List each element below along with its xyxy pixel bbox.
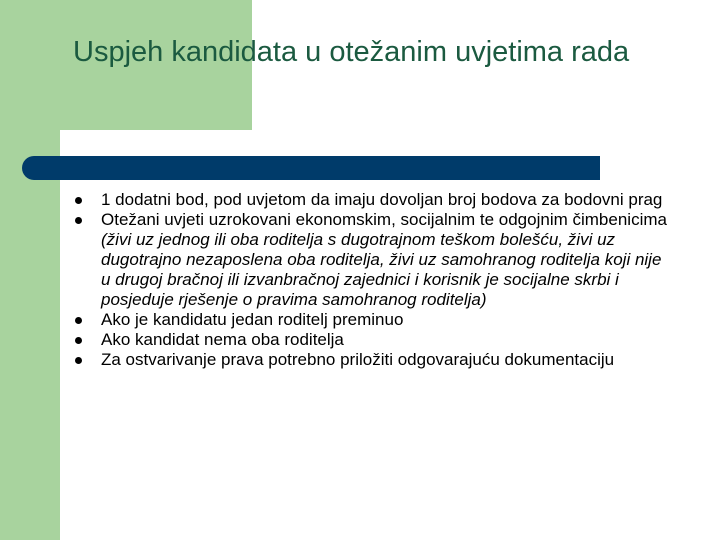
bullet-text	[101, 210, 674, 310]
bullet-item	[74, 190, 674, 210]
title-divider-bar	[22, 156, 600, 180]
bullet-text: Ako je kandidatu jedan roditelj preminuo	[101, 310, 404, 329]
bullet-text: Za ostvarivanje prava potrebno priložiti odgovarajuću dokumentaciju	[101, 350, 615, 369]
bullet-dot-icon	[75, 197, 82, 204]
bullet-dot-icon	[75, 357, 82, 364]
bullet-dot-icon	[75, 317, 82, 324]
bullet-text-italic: (živi uz jednog ili oba roditelja s dugotrajnom teškom bolešću, živi uz dugotrajno nezaposlena oba roditelja, živi uz samohranog roditelja koji nije u drugoj bračnoj ili izvanbračnoj zajednici i korisnik je socijalne skrbi i posjeduje rješenje o pravima samohranog roditelja)	[101, 230, 662, 309]
bullet-item	[74, 310, 674, 330]
left-accent-bar	[0, 0, 60, 540]
bullet-item	[74, 210, 674, 310]
slide-title: Uspjeh kandidata u otežanim uvjetima rada	[73, 36, 630, 68]
bullet-dot-icon	[75, 337, 82, 344]
bullet-item	[74, 330, 674, 350]
bullet-item	[74, 350, 674, 370]
bullet-text-main: Otežani uvjeti uzrokovani ekonomskim, socijalnim te odgojnim čimbenicima	[101, 210, 667, 229]
bullet-list	[74, 190, 674, 370]
bullet-text: 1 dodatni bod, pod uvjetom da imaju dovoljan broj bodova za bodovni prag	[101, 190, 663, 209]
bullet-text: Ako kandidat nema oba roditelja	[101, 330, 344, 349]
bullet-dot-icon	[75, 217, 82, 224]
